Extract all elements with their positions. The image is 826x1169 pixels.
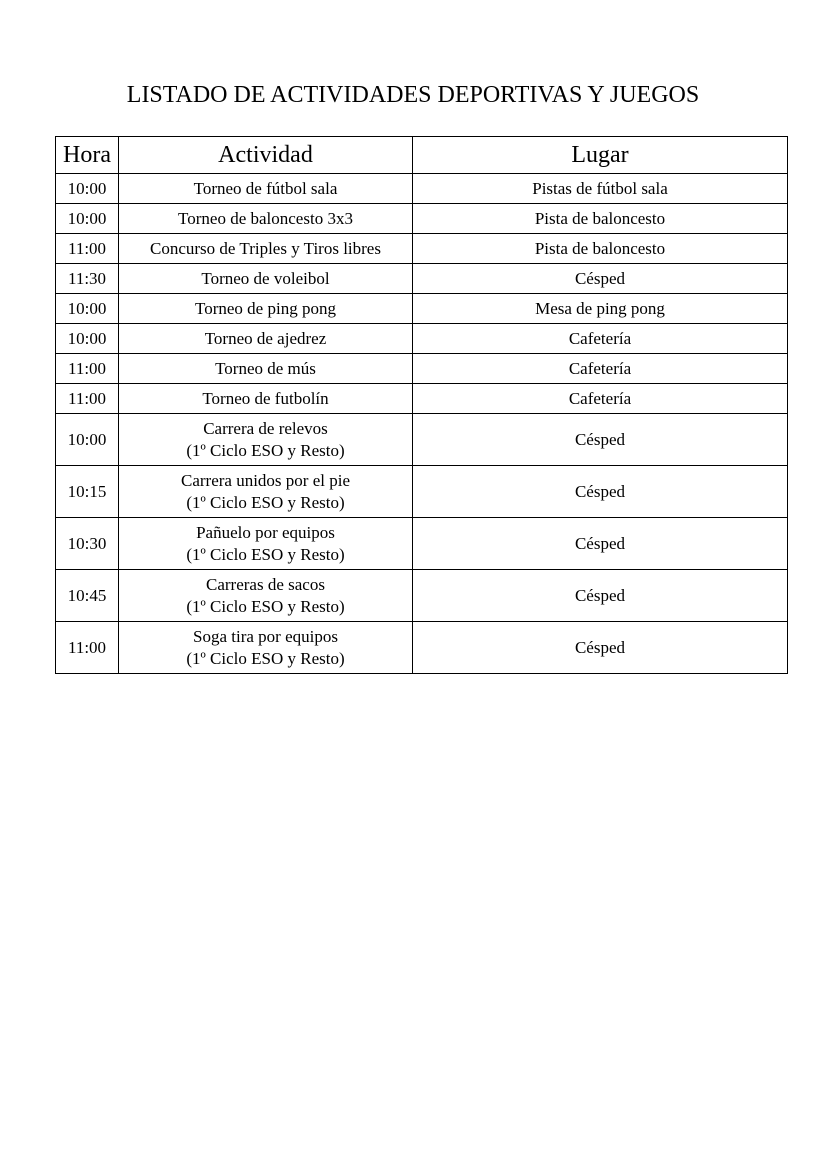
actividad-line: Soga tira por equipos xyxy=(193,626,338,646)
actividad-line: Torneo de voleibol xyxy=(201,268,330,288)
cell-actividad xyxy=(119,324,413,354)
cell-actividad xyxy=(119,264,413,294)
cell-actividad xyxy=(119,384,413,414)
cell-hora: 10:00 xyxy=(56,294,119,324)
cell-lugar: Césped xyxy=(413,264,788,294)
cell-actividad xyxy=(119,204,413,234)
actividad-line: Torneo de baloncesto 3x3 xyxy=(178,208,353,228)
cell-actividad xyxy=(119,414,413,466)
cell-lugar: Cafetería xyxy=(413,354,788,384)
actividad-line: Torneo de mús xyxy=(215,358,316,378)
cell-hora: 11:00 xyxy=(56,622,119,674)
cell-actividad xyxy=(119,622,413,674)
table-row xyxy=(56,518,788,570)
table-row xyxy=(56,324,788,354)
actividad-line: Carrera de relevos xyxy=(203,418,328,438)
actividad-line: (1º Ciclo ESO y Resto) xyxy=(186,648,345,668)
cell-lugar: Cafetería xyxy=(413,384,788,414)
cell-lugar: Pista de baloncesto xyxy=(413,234,788,264)
cell-lugar: Pista de baloncesto xyxy=(413,204,788,234)
cell-lugar: Césped xyxy=(413,622,788,674)
cell-actividad xyxy=(119,354,413,384)
table-row xyxy=(56,570,788,622)
actividad-line: (1º Ciclo ESO y Resto) xyxy=(186,544,345,564)
cell-hora: 11:30 xyxy=(56,264,119,294)
actividad-line: Carreras de sacos xyxy=(206,574,325,594)
column-header-actividad: Actividad xyxy=(119,137,413,174)
cell-hora: 10:00 xyxy=(56,204,119,234)
actividad-line: Torneo de futbolín xyxy=(202,388,329,408)
actividad-line: Torneo de fútbol sala xyxy=(193,178,338,198)
actividad-line: Torneo de ping pong xyxy=(195,298,336,318)
cell-hora: 10:15 xyxy=(56,466,119,518)
column-header-lugar: Lugar xyxy=(413,137,788,174)
cell-lugar: Césped xyxy=(413,466,788,518)
actividad-line: (1º Ciclo ESO y Resto) xyxy=(186,440,345,460)
actividad-line: Pañuelo por equipos xyxy=(196,522,335,542)
table-row xyxy=(56,264,788,294)
table-row xyxy=(56,466,788,518)
cell-actividad xyxy=(119,294,413,324)
table-header-row xyxy=(56,137,788,174)
table-row xyxy=(56,384,788,414)
cell-actividad xyxy=(119,234,413,264)
actividad-line: Concurso de Triples y Tiros libres xyxy=(150,238,381,258)
cell-lugar: Césped xyxy=(413,570,788,622)
activities-table xyxy=(55,136,788,674)
table-row xyxy=(56,294,788,324)
cell-hora: 10:00 xyxy=(56,174,119,204)
cell-lugar: Cafetería xyxy=(413,324,788,354)
cell-hora: 10:30 xyxy=(56,518,119,570)
cell-hora: 11:00 xyxy=(56,384,119,414)
cell-hora: 10:45 xyxy=(56,570,119,622)
cell-hora: 11:00 xyxy=(56,234,119,264)
cell-lugar: Césped xyxy=(413,414,788,466)
cell-lugar: Mesa de ping pong xyxy=(413,294,788,324)
table-row xyxy=(56,622,788,674)
actividad-line: Torneo de ajedrez xyxy=(204,328,327,348)
cell-actividad xyxy=(119,174,413,204)
cell-actividad xyxy=(119,466,413,518)
actividad-line: (1º Ciclo ESO y Resto) xyxy=(186,492,345,512)
cell-hora: 10:00 xyxy=(56,324,119,354)
table-row xyxy=(56,204,788,234)
table-row xyxy=(56,414,788,466)
table-body xyxy=(56,174,788,674)
cell-lugar: Pistas de fútbol sala xyxy=(413,174,788,204)
actividad-line: Carrera unidos por el pie xyxy=(181,470,350,490)
page-title: LISTADO DE ACTIVIDADES DEPORTIVAS Y JUEGOS xyxy=(126,82,700,108)
cell-actividad xyxy=(119,518,413,570)
table-row xyxy=(56,174,788,204)
cell-hora: 10:00 xyxy=(56,414,119,466)
cell-hora: 11:00 xyxy=(56,354,119,384)
cell-lugar: Césped xyxy=(413,518,788,570)
table-row xyxy=(56,234,788,264)
table-row xyxy=(56,354,788,384)
column-header-hora: Hora xyxy=(56,137,119,174)
actividad-line: (1º Ciclo ESO y Resto) xyxy=(186,596,345,616)
cell-actividad xyxy=(119,570,413,622)
